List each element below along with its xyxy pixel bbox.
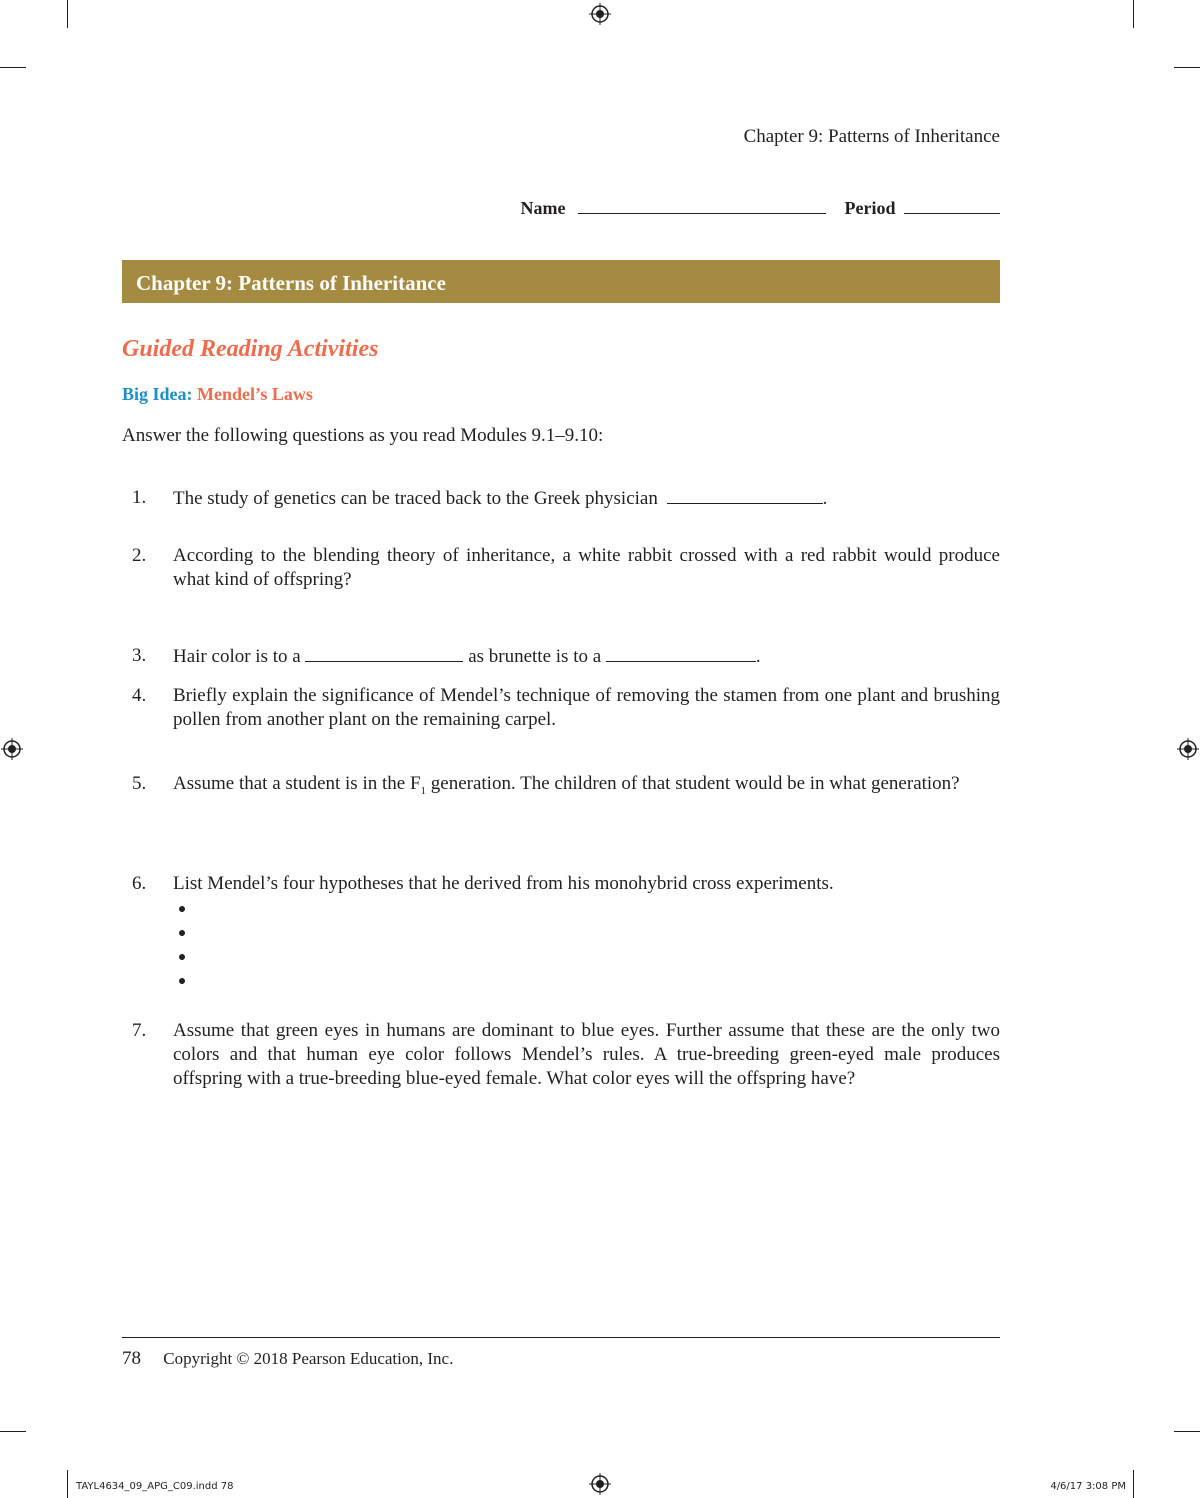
- crop-mark: [1174, 1431, 1200, 1432]
- page-number: 78: [122, 1348, 141, 1369]
- name-label: Name: [520, 198, 566, 218]
- period-label: Period: [844, 198, 896, 218]
- footer-rule: [122, 1337, 1000, 1338]
- big-idea: [122, 384, 313, 405]
- big-idea-topic: Mendel’s Laws: [197, 384, 313, 404]
- question-number: 4.: [132, 685, 147, 706]
- bullet: [179, 906, 185, 912]
- registration-mark-icon: [1177, 738, 1199, 760]
- crop-mark: [1174, 67, 1200, 68]
- bullet: [179, 930, 185, 936]
- registration-mark-icon: [589, 3, 611, 25]
- question-number: 7.: [132, 1020, 147, 1041]
- registration-mark-icon: [1, 738, 23, 760]
- answer-blank[interactable]: [305, 644, 463, 662]
- question-1: [122, 486, 1000, 511]
- question-5: [122, 772, 1000, 803]
- question-text-end: .: [755, 646, 761, 667]
- crop-mark: [0, 67, 26, 68]
- question-text: Briefly explain the significance of Mendel’s technique of removing the stamen from one plant and brushing pollen from another plant on the remaining carpel.: [173, 685, 1000, 730]
- question-number: 6.: [132, 873, 147, 894]
- big-idea-label: Big Idea:: [122, 384, 193, 404]
- chapter-banner: [122, 260, 1000, 303]
- footer: [122, 1348, 453, 1370]
- question-text: According to the blending theory of inheritance, a white rabbit crossed with a red rabbit would produce what kind of offspring?: [173, 545, 1000, 590]
- question-6: [122, 872, 1000, 896]
- bullet: [179, 954, 185, 960]
- question-text: Assume that a student is in the F: [173, 773, 421, 794]
- print-slug-file: TAYL4634_09_APG_C09.indd 78: [76, 1481, 234, 1492]
- answer-blank[interactable]: [606, 644, 756, 662]
- print-slug-date: 4/6/17 3:08 PM: [1050, 1481, 1126, 1492]
- copyright: Copyright © 2018 Pearson Education, Inc.: [163, 1349, 454, 1368]
- question-number: 5.: [132, 773, 147, 794]
- question-number: 1.: [132, 487, 147, 508]
- period-field[interactable]: [904, 199, 1000, 214]
- question-number: 2.: [132, 545, 147, 566]
- question-2: [122, 544, 1000, 592]
- question-text: Assume that green eyes in humans are dominant to blue eyes. Further assume that these are the only two colors and that human eye color follows Mendel’s rules. A true-breeding green-eyed male produces offspring with a true-breeding blue-eyed female. What color eyes will the offspring have?: [173, 1020, 1000, 1089]
- crop-mark: [1133, 1470, 1134, 1498]
- name-period-line: [521, 198, 1000, 219]
- bullet: [179, 978, 185, 984]
- subscript: 1: [420, 784, 427, 797]
- instructions: Answer the following questions as you read Modules 9.1–9.10:: [122, 425, 604, 446]
- question-text: The study of genetics can be traced back to the Greek physician: [173, 488, 658, 509]
- question-text: as brunette is to a: [468, 646, 602, 667]
- crop-mark: [67, 0, 68, 28]
- crop-mark: [1133, 0, 1134, 28]
- question-7: [122, 1019, 1000, 1091]
- running-head: Chapter 9: Patterns of Inheritance: [743, 126, 1000, 147]
- question-text: generation. The children of that student would be in what generation?: [426, 773, 960, 794]
- question-text: List Mendel’s four hypotheses that he derived from his monohybrid cross experiments.: [173, 873, 834, 894]
- name-field[interactable]: [578, 199, 826, 214]
- question-number: 3.: [132, 645, 147, 666]
- banner-title: Chapter 9: Patterns of Inheritance: [136, 271, 446, 295]
- crop-mark: [67, 1470, 68, 1498]
- question-3: [122, 644, 1000, 669]
- answer-blank[interactable]: [667, 486, 823, 504]
- registration-mark-icon: [589, 1473, 611, 1495]
- crop-mark: [0, 1431, 26, 1432]
- question-text-end: .: [822, 488, 828, 509]
- question-4: [122, 684, 1000, 732]
- question-text: Hair color is to a: [173, 646, 301, 667]
- section-title: Guided Reading Activities: [122, 336, 379, 362]
